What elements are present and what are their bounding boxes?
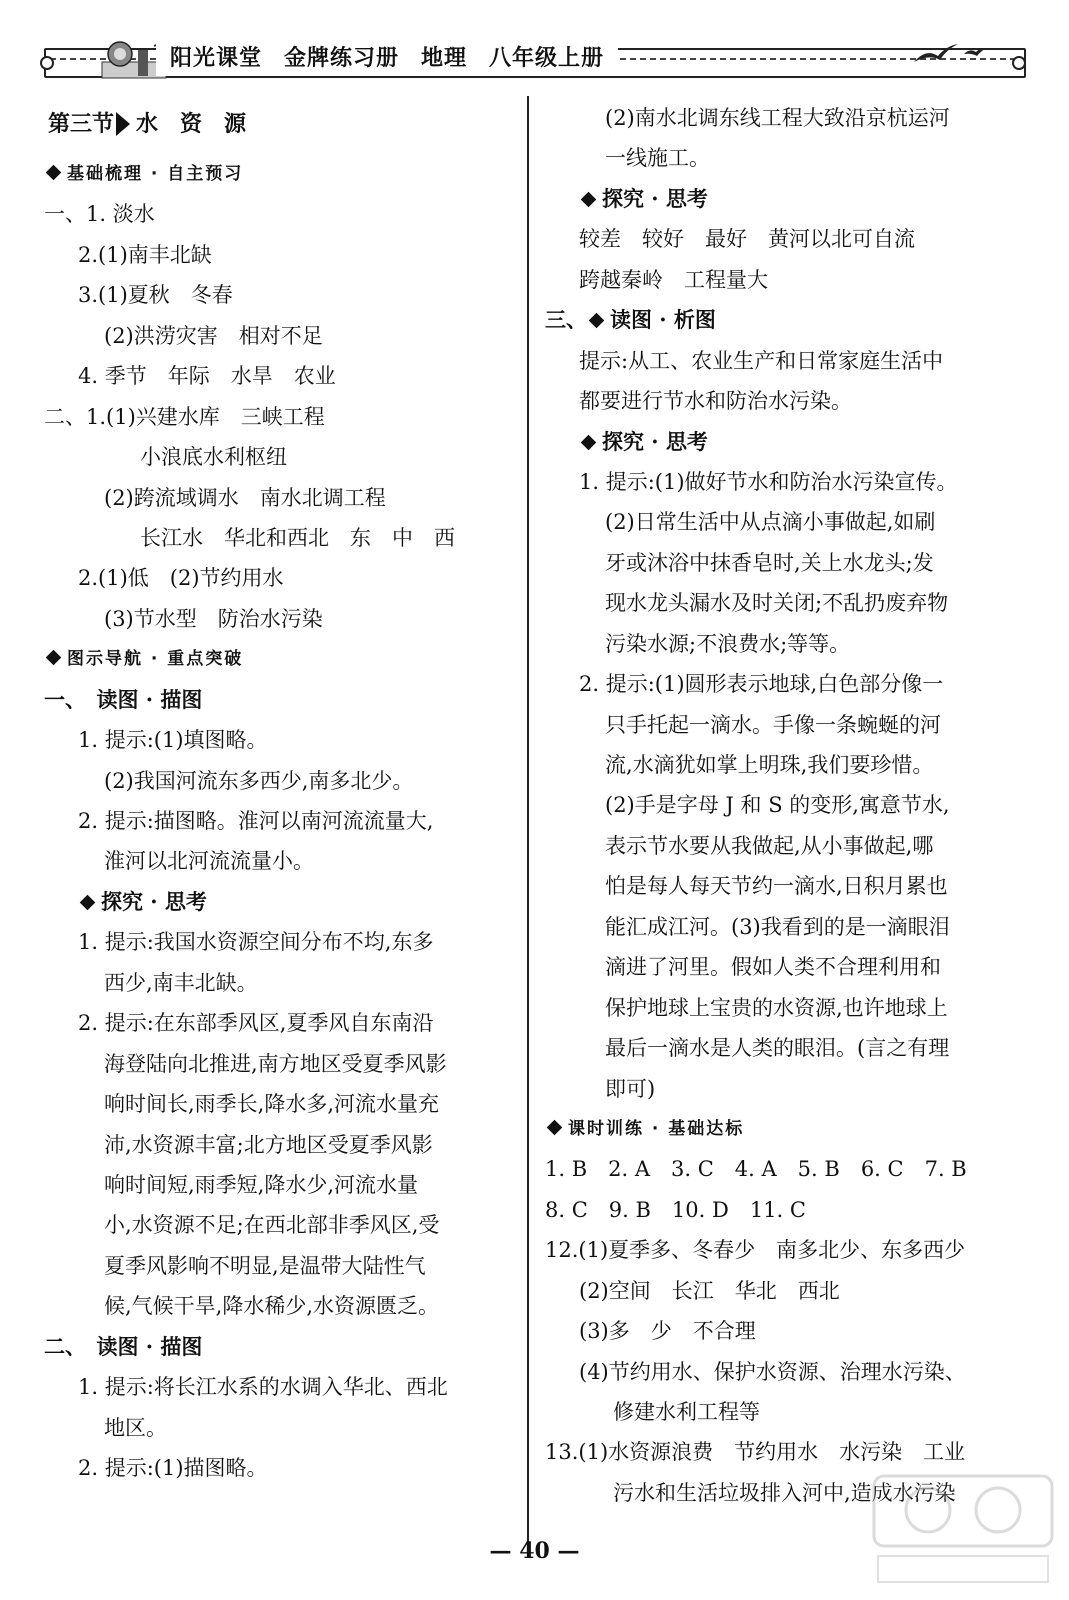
answer-line: 保护地球上宝贵的水资源,也许地球上	[605, 995, 948, 1020]
heading-text: 读图 · 析图	[610, 307, 716, 333]
answer-line: 都要进行节水和防治水污染。	[579, 389, 852, 414]
column-divider	[527, 96, 529, 1546]
answer-line: 4. 季节 年际 水旱 农业	[78, 364, 336, 389]
answer-line: (3)多 少 不合理	[579, 1319, 756, 1344]
answer-line: 只手托起一滴水。手像一条蜿蜒的河	[605, 712, 941, 737]
answer-line: (3)节水型 防治水污染	[104, 606, 323, 631]
answer-line: 2. 提示:描图略。淮河以南河流流量大,	[78, 809, 434, 833]
answer-line: 现水龙头漏水及时关闭;不乱扔废弃物	[605, 591, 949, 616]
header-book: 金牌练习册	[284, 45, 400, 71]
answer-line: (2)日常生活中从点滴小事做起,如刷	[605, 510, 936, 535]
subsection-heading: 二、 读图 · 描图	[44, 1333, 203, 1359]
answer-line: 响时间短,雨季短,降水少,河流水量	[104, 1172, 419, 1197]
heading-text: 课时训练 · 基础达标	[568, 1118, 745, 1139]
page-header	[44, 40, 1022, 76]
answer-line: 响时间长,雨季长,降水多,河流水量充	[104, 1092, 440, 1117]
answer-line: 1. 提示:将长江水系的水调入华北、西北	[78, 1375, 448, 1400]
answer-line: 2. 提示:(1)圆形表示地球,白色部分像一	[579, 672, 944, 697]
diamond-bullet-icon	[46, 650, 62, 666]
answer-line: 淮河以北河流流量小。	[104, 849, 314, 874]
heading-text: 探究 · 思考	[602, 185, 708, 211]
header-subject: 地理	[421, 45, 468, 71]
answer-line: 1. 提示:我国水资源空间分布不均,东多	[78, 930, 434, 955]
answer-line: 沛,水资源丰富;北方地区受夏季风影	[104, 1132, 433, 1157]
answer-line: 2.(1)低 (2)节约用水	[78, 566, 284, 591]
section-heading	[44, 94, 519, 154]
answer-line: 候,气候干旱,降水稀少,水资源匮乏。	[104, 1294, 440, 1319]
explore-heading	[545, 179, 1025, 219]
answer-line: 1. 提示:(1)做好节水和防治水污染宣传。	[579, 469, 958, 494]
answer-line: 一、1. 淡水	[44, 202, 155, 227]
answer-line: 污水和生活垃圾排入河中,造成水污染	[613, 1480, 956, 1505]
answer-line: (4)节约用水、保护水资源、治理水污染、	[579, 1359, 966, 1384]
answer-line: 2. 提示:(1)描图略。	[78, 1456, 268, 1480]
answer-line: 污染水源;不浪费水;等等。	[605, 631, 851, 656]
answer-line: (2)南水北调东线工程大致沿京杭运河	[605, 106, 950, 130]
diamond-bullet-icon	[589, 313, 605, 329]
section-number: 第三节	[48, 111, 115, 137]
answer-line: (2)我国河流东多西少,南多北少。	[104, 768, 414, 793]
answer-line: 1. B 2. A 3. C 4. A 5. B 6. C 7. B	[545, 1157, 967, 1182]
answer-line: 小,水资源不足;在西北部非季风区,受	[104, 1213, 440, 1238]
answer-line: 3.(1)夏秋 冬春	[78, 283, 233, 308]
answer-line: 1. 提示:(1)填图略。	[78, 728, 268, 753]
watermark-logo-icon	[868, 1470, 1058, 1590]
header-brand: 阳光课堂	[170, 45, 263, 71]
answer-line: 长江水 华北和西北 东 中 西	[140, 525, 455, 550]
left-column	[44, 98, 519, 1488]
header-left-knob	[40, 56, 54, 70]
answer-line: 12.(1)夏季多、冬春少 南多北少、东多西少	[545, 1238, 966, 1263]
heading-text: 探究 · 思考	[101, 888, 207, 914]
heading-text: 探究 · 思考	[602, 428, 708, 454]
answer-line: 修建水利工程等	[613, 1400, 760, 1424]
section-title: 水 资 源	[136, 111, 247, 137]
answer-line: (2)手是字母 J 和 S 的变形,寓意节水,	[605, 793, 950, 818]
answer-line: 8. C 9. B 10. D 11. C	[545, 1197, 806, 1222]
answer-line: 2. 提示:在东部季风区,夏季风自东南沿	[78, 1011, 434, 1036]
answer-line: 较差 较好 最好 黄河以北可自流	[579, 227, 915, 252]
chevron-right-icon	[116, 112, 130, 136]
diamond-bullet-icon	[80, 895, 96, 911]
answer-line: 最后一滴水是人类的眼泪。(言之有理	[605, 1036, 950, 1061]
answer-line: (2)空间 长江 华北 西北	[579, 1278, 840, 1303]
answer-line: 二、1.(1)兴建水库 三峡工程	[44, 404, 325, 429]
header-title	[156, 40, 618, 76]
diamond-bullet-icon	[581, 192, 597, 208]
answer-line: 海登陆向北推进,南方地区受夏季风影	[104, 1051, 447, 1076]
answer-line: 西少,南丰北缺。	[104, 970, 258, 995]
right-column	[545, 98, 1025, 1513]
answer-line: 提示:从工、农业生产和日常家庭生活中	[579, 348, 944, 373]
page-number: — 40 —	[489, 1538, 580, 1564]
answer-line: 跨越秦岭 工程量大	[579, 267, 768, 292]
answer-line: 13.(1)水资源浪费 节约用水 水污染 工业	[545, 1440, 966, 1465]
header-right-knob	[1012, 56, 1026, 70]
answer-line: 2.(1)南丰北缺	[78, 242, 212, 267]
subsection-bar	[545, 1109, 1025, 1149]
diamond-bullet-icon	[46, 165, 62, 181]
explore-heading	[545, 300, 1025, 340]
subsection-bar	[44, 639, 519, 679]
answer-line: 小浪底水利枢纽	[140, 445, 287, 470]
answer-line: 牙或沐浴中抹香皂时,关上水龙头;发	[605, 550, 934, 575]
answer-line: 一线施工。	[605, 146, 710, 171]
answer-line: 滴进了河里。假如人类不合理利用和	[605, 955, 941, 980]
header-grade: 八年级上册	[489, 45, 605, 71]
answer-line: 地区。	[104, 1415, 167, 1440]
explore-heading	[44, 882, 519, 922]
birds-icon	[912, 40, 992, 74]
answer-line: 夏季风影响不明显,是温带大陆性气	[104, 1253, 426, 1278]
answer-line: 即可)	[605, 1076, 656, 1101]
diamond-bullet-icon	[547, 1120, 563, 1136]
subsection-heading: 一、 读图 · 描图	[44, 686, 203, 712]
answer-line: 能汇成江河。(3)我看到的是一滴眼泪	[605, 914, 950, 939]
answer-line: 怕是每人每天节约一滴水,日积月累也	[605, 874, 948, 899]
answer-line: (2)洪涝灾害 相对不足	[104, 323, 323, 348]
heading-text: 图示导航 · 重点突破	[67, 649, 244, 670]
diamond-bullet-icon	[581, 434, 597, 450]
explore-prefix: 三、	[545, 307, 587, 333]
explore-heading	[545, 422, 1025, 462]
subsection-bar	[44, 154, 519, 194]
answer-line: 表示节水要从我做起,从小事做起,哪	[605, 833, 934, 858]
heading-text: 基础梳理 · 自主预习	[67, 164, 244, 184]
answer-line: (2)跨流域调水 南水北调工程	[104, 485, 386, 510]
answer-line: 流,水滴犹如掌上明珠,我们要珍惜。	[605, 753, 934, 777]
